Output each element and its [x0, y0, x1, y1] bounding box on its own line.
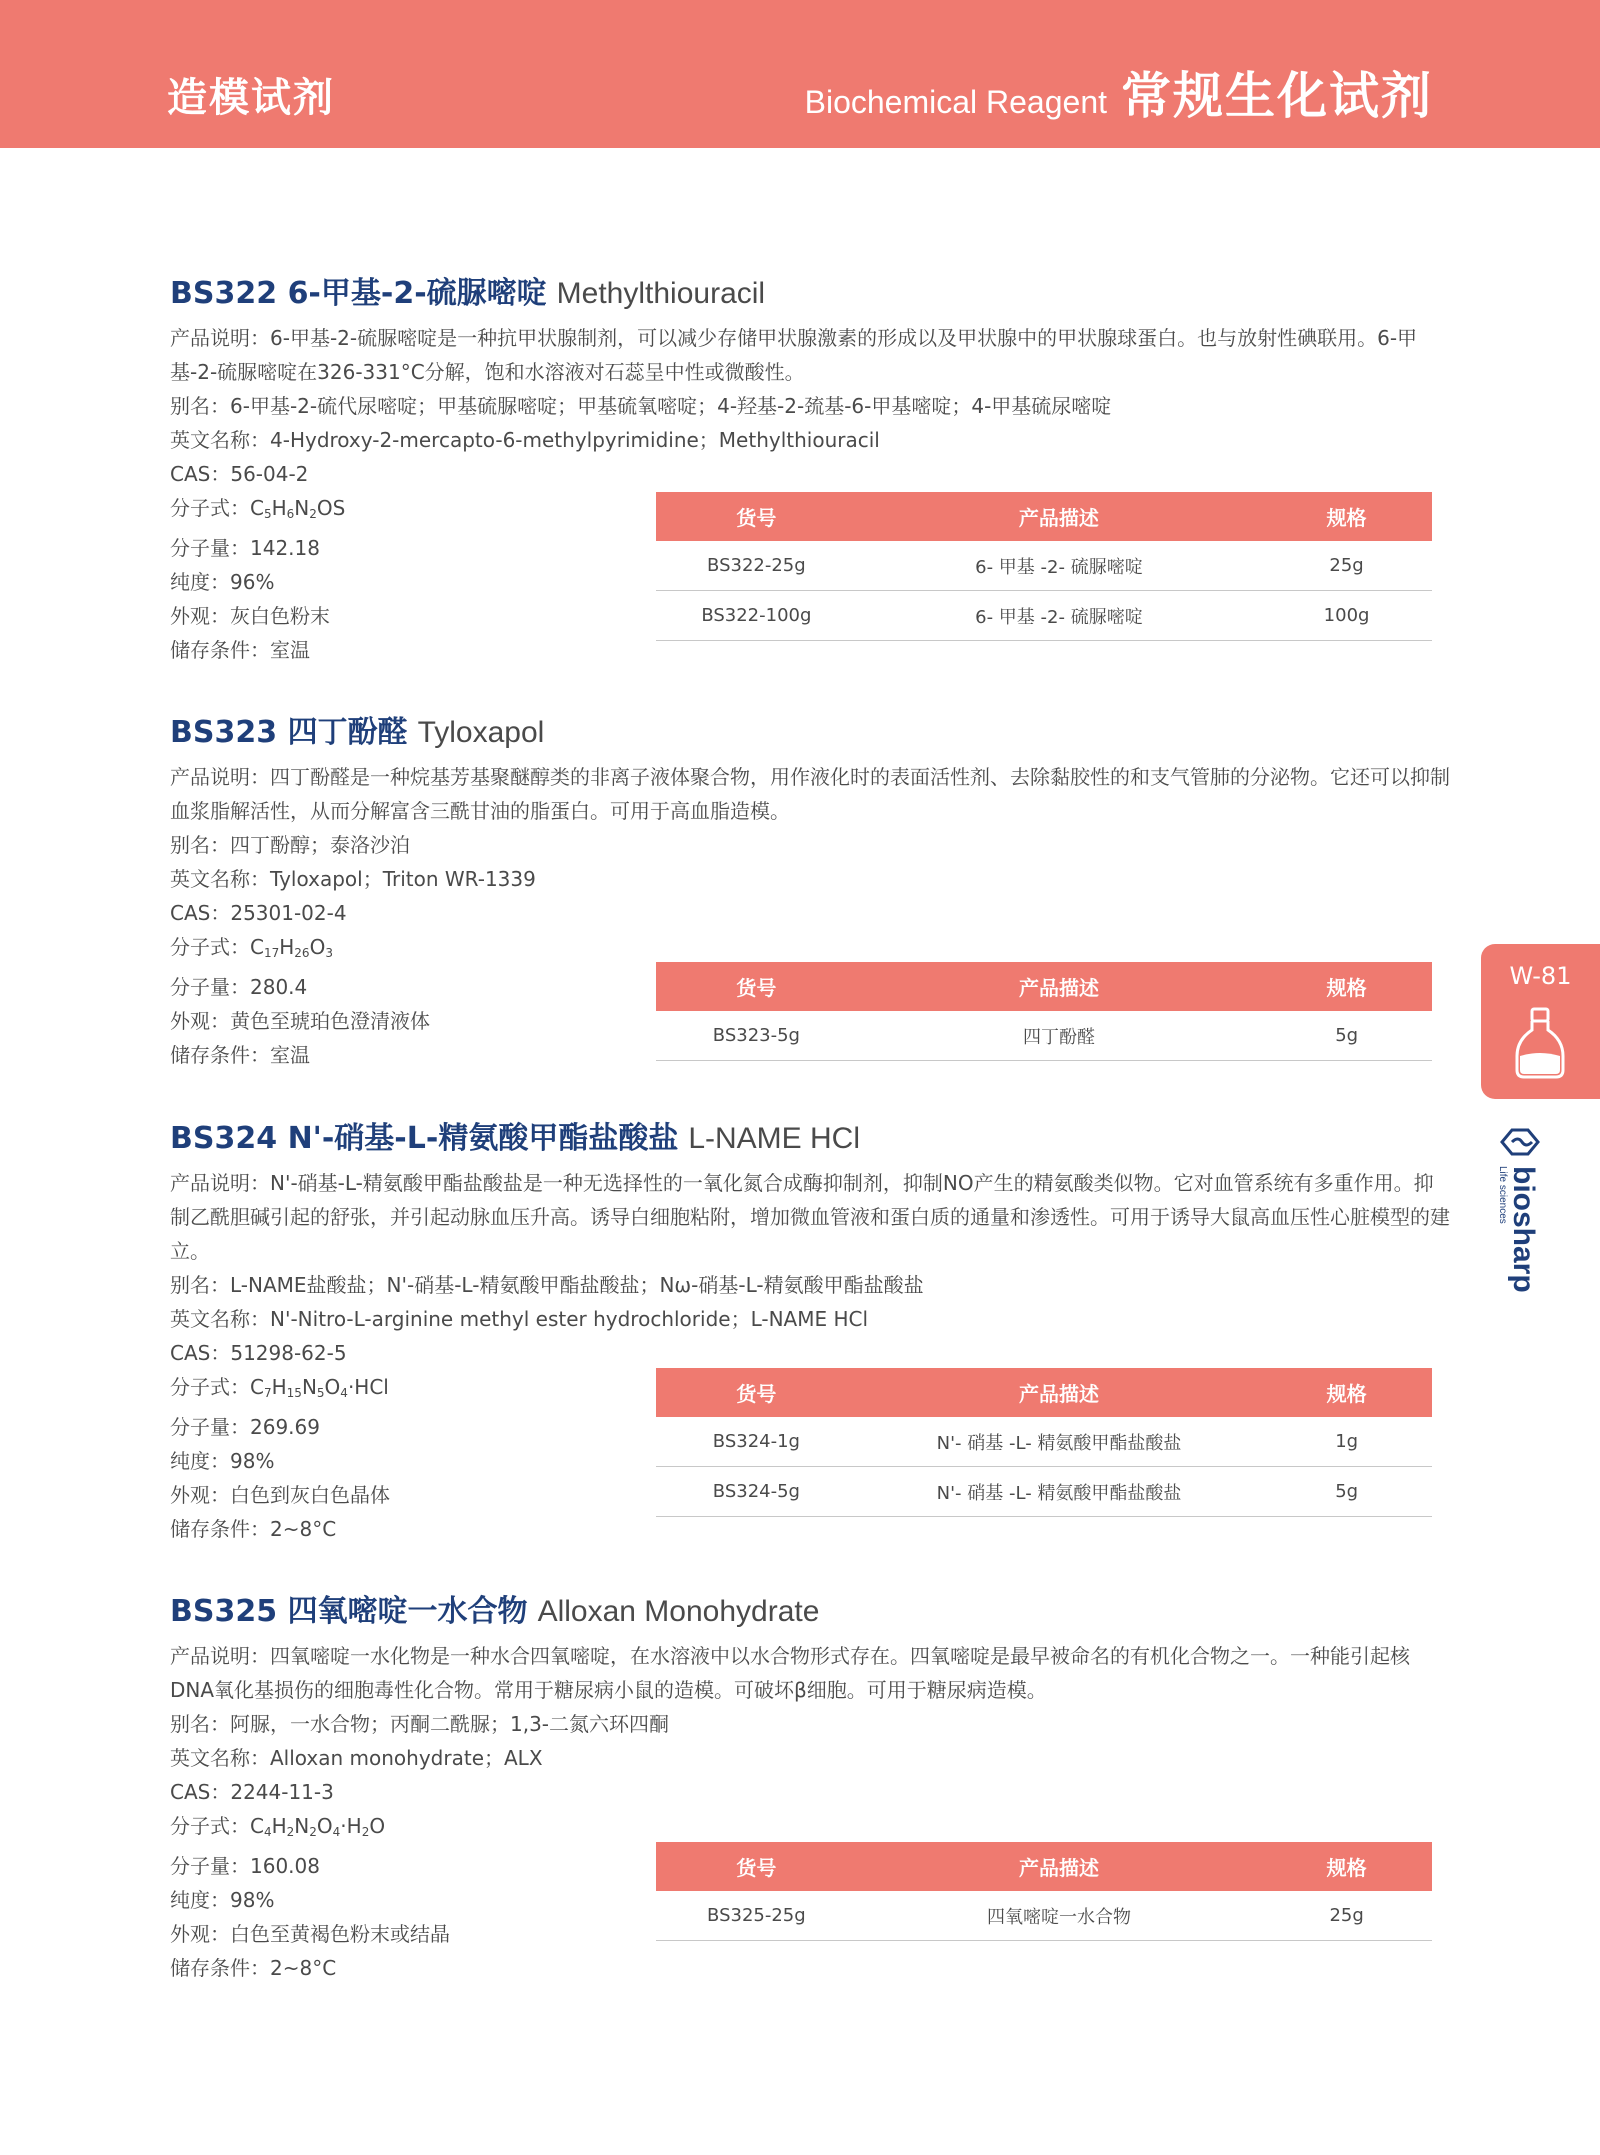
cell-sku: BS322-100g — [656, 591, 857, 641]
product-alias: 别名：L-NAME盐酸盐；N'-硝基-L-精氨酸甲酯盐酸盐；Nω-硝基-L-精氨酸甲酯盐酸盐 — [170, 1273, 924, 1297]
header-sku: 货号 — [656, 492, 857, 541]
header-spec: 规格 — [1261, 962, 1432, 1011]
product-code: BS323 — [170, 715, 278, 750]
spec-table-bs323 — [656, 962, 1432, 1061]
cell-spec: 5g — [1261, 1011, 1432, 1061]
table-row — [656, 1417, 1432, 1467]
product-mw: 分子量：142.18 — [170, 536, 320, 560]
product-code: BS322 — [170, 276, 278, 311]
product-english-name: 英文名称：N'-Nitro-L-arginine methyl ester hydrochloride；L-NAME HCl — [170, 1307, 869, 1331]
cell-spec: 25g — [1261, 541, 1432, 591]
table-header — [656, 1842, 1432, 1891]
product-cas: CAS：51298-62-5 — [170, 1341, 347, 1365]
product-purity: 纯度：96% — [170, 570, 275, 594]
product-name-en: Alloxan Monohydrate — [537, 1595, 820, 1628]
table-header — [656, 492, 1432, 541]
product-title — [170, 274, 1460, 314]
header-spec: 规格 — [1261, 1842, 1432, 1891]
product-name-en: L-NAME HCl — [688, 1122, 861, 1155]
table-row — [656, 1011, 1432, 1061]
category-title: 造模试剂 — [167, 75, 335, 121]
table-row — [656, 541, 1432, 591]
product-formula: 分子式：$C_5H_6N_2OS$ — [170, 496, 346, 521]
product-title — [170, 1592, 1460, 1632]
product-appearance: 外观：灰白色粉末 — [170, 604, 330, 628]
page-header — [0, 0, 1600, 148]
product-storage: 储存条件：2~8°C — [170, 1956, 337, 1980]
cell-sku: BS322-25g — [656, 541, 857, 591]
cell-spec: 5g — [1261, 1467, 1432, 1517]
product-cas: CAS：25301-02-4 — [170, 901, 347, 925]
product-appearance: 外观：白色到灰白色晶体 — [170, 1483, 390, 1507]
header-spec: 规格 — [1261, 492, 1432, 541]
product-storage: 储存条件：室温 — [170, 1043, 310, 1067]
cell-desc: 四氧嘧啶一水合物 — [857, 1891, 1261, 1941]
product-mw: 分子量：160.08 — [170, 1854, 320, 1878]
product-name-en: Methylthiouracil — [556, 277, 766, 310]
product-description: 产品说明：四氧嘧啶一水化物是一种水合四氧嘧啶，在水溶液中以水合物形式存在。四氧嘧啶是最早被命名的有机化合物之一。一种能引起核DNA氧化基损伤的细胞毒性化合物。常用于糖尿病小鼠的造模。可破坏β细胞。可用于糖尿病造模。 — [170, 1644, 1410, 1702]
product-english-name: 英文名称：Tyloxapol；Triton WR-1339 — [170, 867, 536, 891]
cell-desc: 6- 甲基 -2- 硫脲嘧啶 — [857, 591, 1261, 641]
product-code: BS324 — [170, 1121, 278, 1156]
product-alias: 别名：四丁酚醇；泰洛沙泊 — [170, 833, 410, 857]
header-desc: 产品描述 — [857, 492, 1261, 541]
section-title — [805, 56, 1433, 128]
cell-desc: 四丁酚醛 — [857, 1011, 1262, 1061]
product-cas: CAS：56-04-2 — [170, 462, 309, 486]
bottle-icon — [1512, 1006, 1568, 1080]
product-name-cn: 四氧嘧啶一水合物 — [287, 1594, 528, 1629]
product-appearance: 外观：白色至黄褐色粉末或结晶 — [170, 1922, 450, 1946]
product-storage: 储存条件：室温 — [170, 638, 310, 662]
cell-sku: BS324-5g — [656, 1467, 857, 1517]
header-spec: 规格 — [1261, 1368, 1432, 1417]
product-purity: 纯度：98% — [170, 1888, 275, 1912]
cell-desc: N'- 硝基 -L- 精氨酸甲酯盐酸盐 — [857, 1417, 1262, 1467]
product-english-name: 英文名称：4-Hydroxy-2-mercapto-6-methylpyrimidine；Methylthiouracil — [170, 428, 880, 452]
cell-spec: 25g — [1261, 1891, 1432, 1941]
product-description: 产品说明：四丁酚醛是一种烷基芳基聚醚醇类的非离子液体聚合物，用作液化时的表面活性剂、去除黏胶性的和支气管肺的分泌物。它还可以抑制血浆脂解活性，从而分解富含三酰甘油的脂蛋白。可用于高血脂造模。 — [170, 765, 1450, 823]
spec-table-bs324 — [656, 1368, 1432, 1517]
header-desc: 产品描述 — [857, 962, 1262, 1011]
cell-desc: N'- 硝基 -L- 精氨酸甲酯盐酸盐 — [857, 1467, 1262, 1517]
spec-table-bs325 — [656, 1842, 1432, 1941]
product-name-cn: N'-硝基-L-精氨酸甲酯盐酸盐 — [287, 1121, 679, 1156]
page-tab — [1481, 944, 1600, 1099]
header-desc: 产品描述 — [857, 1368, 1262, 1417]
product-formula: 分子式：$C_7H_{15}N_5O_4\cdot HCl$ — [170, 1375, 389, 1400]
cell-sku: BS325-25g — [656, 1891, 857, 1941]
product-alias: 别名：6-甲基-2-硫代尿嘧啶；甲基硫脲嘧啶；甲基硫氧嘧啶；4-羟基-2-巯基-6-甲基嘧啶；4-甲基硫尿嘧啶 — [170, 394, 1112, 418]
table-row — [656, 1467, 1432, 1517]
header-sku: 货号 — [656, 1368, 857, 1417]
section-title-en: Biochemical Reagent — [804, 84, 1107, 120]
biosharp-logo-icon — [1494, 1126, 1552, 1306]
product-purity: 纯度：98% — [170, 1449, 275, 1473]
brand-logo — [1494, 1126, 1552, 1310]
product-alias: 别名：阿脲，一水合物；丙酮二酰脲；1,3-二氮六环四酮 — [170, 1712, 670, 1736]
product-cas: CAS：2244-11-3 — [170, 1780, 334, 1804]
table-row — [656, 591, 1432, 641]
brand-tagline: Life sciences — [1497, 1166, 1508, 1224]
table-header — [656, 962, 1432, 1011]
cell-desc: 6- 甲基 -2- 硫脲嘧啶 — [857, 541, 1261, 591]
cell-sku: BS323-5g — [656, 1011, 857, 1061]
brand-name: biosharp — [1507, 1166, 1540, 1293]
product-formula: 分子式：$C_{17}H_{26}O_3$ — [170, 935, 333, 960]
product-storage: 储存条件：2~8°C — [170, 1517, 337, 1541]
product-name-en: Tyloxapol — [417, 716, 545, 749]
product-title — [170, 1119, 1460, 1159]
product-formula: 分子式：$C_4H_2N_2O_4\cdot H_2O$ — [170, 1814, 386, 1839]
table-row — [656, 1891, 1432, 1941]
page-number: W-81 — [1509, 962, 1572, 990]
header-desc: 产品描述 — [857, 1842, 1261, 1891]
product-mw: 分子量：280.4 — [170, 975, 308, 999]
product-description: 产品说明：N'-硝基-L-精氨酸甲酯盐酸盐是一种无选择性的一氧化氮合成酶抑制剂，抑制NO产生的精氨酸类似物。它对血管系统有多重作用。抑制乙酰胆碱引起的舒张，并引起动脉血压升高。诱导白细胞粘附，增加微血管液和蛋白质的通量和渗透性。可用于诱导大鼠高血压性心脏模型的建立。 — [170, 1171, 1450, 1263]
header-sku: 货号 — [656, 962, 857, 1011]
product-name-cn: 6-甲基-2-硫脲嘧啶 — [287, 276, 547, 311]
product-code: BS325 — [170, 1594, 278, 1629]
header-sku: 货号 — [656, 1842, 857, 1891]
cell-spec: 1g — [1261, 1417, 1432, 1467]
product-description: 产品说明：6-甲基-2-硫脲嘧啶是一种抗甲状腺制剂，可以减少存储甲状腺激素的形成以及甲状腺中的甲状腺球蛋白。也与放射性碘联用。6-甲基-2-硫脲嘧啶在326-331°C分解，饱和水溶液对石蕊呈中性或微酸性。 — [170, 326, 1418, 384]
product-mw: 分子量：269.69 — [170, 1415, 320, 1439]
product-name-cn: 四丁酚醛 — [287, 715, 408, 750]
cell-sku: BS324-1g — [656, 1417, 857, 1467]
product-title — [170, 713, 1460, 753]
spec-table-bs322 — [656, 492, 1432, 641]
section-title-cn: 常规生化试剂 — [1121, 67, 1433, 125]
product-appearance: 外观：黄色至琥珀色澄清液体 — [170, 1009, 430, 1033]
product-english-name: 英文名称：Alloxan monohydrate；ALX — [170, 1746, 543, 1770]
table-header — [656, 1368, 1432, 1417]
cell-spec: 100g — [1261, 591, 1432, 641]
